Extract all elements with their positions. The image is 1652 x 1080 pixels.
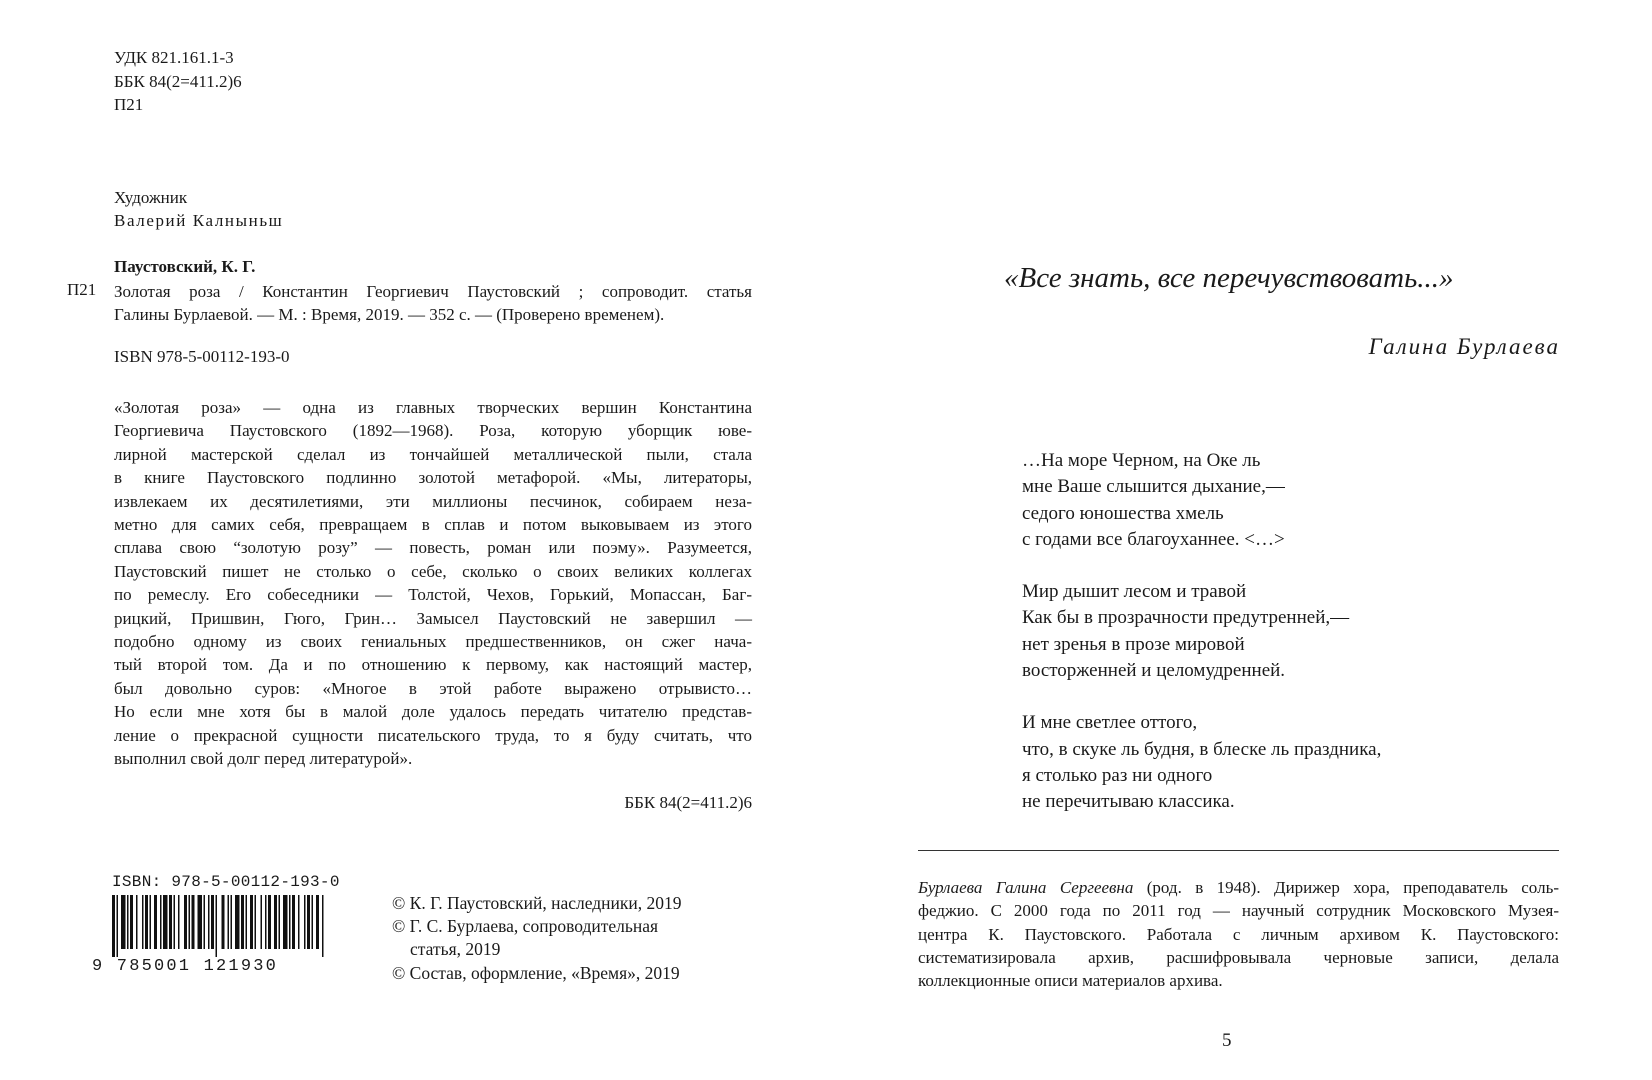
epigraph-author: Галина Бурлаева: [1368, 334, 1560, 359]
barcode-bar: [231, 895, 233, 949]
barcode-bar: [298, 895, 300, 949]
stanza-gap: [1022, 684, 1381, 710]
barcode-bar: [192, 895, 195, 949]
annotation-line: выполнил свой долг перед литературой».: [114, 749, 413, 769]
barcode-bar: [112, 895, 115, 957]
bib-line: Золотая роза / Константин Георгиевич Паустовский ; сопроводит. статья: [114, 282, 752, 301]
footnote-rule: [918, 850, 1559, 851]
barcode-bar: [142, 895, 144, 949]
poem: [1022, 448, 1381, 816]
bib-line: Галины Бурлаевой. — М. : Время, 2019. — 352 с. — (Проверено временем).: [114, 305, 665, 324]
barcode-bar: [150, 895, 152, 949]
bib-code: П21: [67, 280, 97, 299]
isbn: ISBN 978-5-00112-193-0: [114, 347, 290, 366]
artist-name: Валерий Калныньш: [114, 211, 284, 230]
poem-line: нет зренья в прозе мировой: [1022, 633, 1245, 655]
barcode-bar: [228, 895, 230, 949]
barcode-bar: [169, 895, 172, 949]
annotation: [114, 396, 752, 771]
copyright-line: © Состав, оформление, «Время», 2019: [392, 962, 680, 983]
barcode-bar: [130, 895, 133, 949]
annotation-line: в книге Паустовского подлинно золотой метафорой. «Мы, литераторы,: [114, 468, 752, 488]
poem-line: с годами все благоуханнее. <…>: [1022, 528, 1285, 550]
annotation-line: сплава свою “золотую розу” — повесть, роман или поэму». Разумеется,: [114, 538, 752, 558]
annotation-line: рицкий, Пришвин, Гюго, Грин… Замысел Паустовский не завершил —: [114, 608, 752, 628]
poem-line: не перечитываю классика.: [1022, 791, 1235, 813]
barcode-bar: [216, 895, 218, 957]
copyright-line: © К. Г. Паустовский, наследники, 2019: [392, 893, 682, 913]
barcode-bar: [274, 895, 277, 949]
poem-line: …На море Черном, на Оке ль: [1022, 450, 1261, 471]
annotation-line: по ремеслу. Его собеседники — Толстой, Чехов, Горький, Мопассан, Баг-: [114, 585, 752, 605]
barcode: [112, 895, 326, 957]
annotation-line: извлекаем их десятилетиями, эти миллионы песчинок, собираем неза-: [114, 491, 752, 511]
barcode-bar: [117, 895, 119, 957]
author-sign: П21: [114, 95, 144, 114]
barcode-bar: [307, 895, 310, 949]
barcode-isbn: ISBN: 978-5-00112-193-0: [112, 873, 340, 891]
author-heading: Паустовский, К. Г.: [114, 257, 256, 276]
stanza-gap: [1022, 553, 1381, 579]
barcode-bar: [265, 895, 267, 949]
barcode-bar: [198, 895, 203, 949]
poem-line: Мир дышит лесом и травой: [1022, 581, 1247, 603]
barcode-bar: [250, 895, 253, 949]
annotation-line: лирной мастерской сделал из тончайшей металлической пыли, стала: [114, 444, 752, 464]
barcode-bar: [189, 895, 191, 949]
annotation-line: «Золотая роза» — одна из главных творческих вершин Константина: [114, 398, 752, 417]
barcode-bar: [163, 895, 168, 949]
udk-code: УДК 821.161.1-3: [114, 48, 234, 67]
barcode-bar: [292, 895, 295, 949]
barcode-bar: [283, 895, 288, 949]
footnote-line: центра К. Паустовского. Работала с личным архивом К. Паустовского:: [918, 924, 1559, 944]
footnote: [918, 876, 1559, 992]
copyright-line: © Г. С. Бурлаева, сопроводительная: [392, 916, 659, 937]
classification-codes: [114, 46, 242, 117]
barcode-bar: [289, 895, 291, 949]
bbk-code: ББК 84(2=411.2)6: [114, 71, 242, 91]
footnote-line: феджио. С 2000 года по 2011 год — научный сотрудник Московского Музея-: [918, 901, 1559, 921]
barcode-bar: [136, 895, 138, 949]
barcode-bar: [121, 895, 126, 949]
barcode-bar: [322, 895, 324, 957]
barcode-bar: [174, 895, 176, 949]
artist-credit: [114, 186, 283, 232]
poem-line: я столько раз ни одного: [1022, 764, 1213, 786]
barcode-bar: [145, 895, 148, 949]
barcode-bar: [312, 895, 314, 949]
barcode-bar: [268, 895, 271, 949]
copyright-line: статья, 2019: [410, 939, 501, 960]
footnote-line: систематизировала архив, расшифровывала черновые записи, делала: [918, 947, 1559, 967]
footnote-first-rest: (род. в 1948). Дирижер хора, преподаватель соль-: [1133, 878, 1559, 897]
annotation-line: ление о прекрасной сущности писательского труда, то я буду считать, что: [114, 725, 752, 745]
epigraph-title: «Все знать, все перечувствовать...»: [1004, 262, 1454, 294]
artist-label: Художник: [114, 188, 188, 207]
barcode-bar: [222, 895, 225, 949]
barcode-bar: [279, 895, 281, 949]
poem-line: И мне светлее оттого,: [1022, 712, 1198, 734]
footnote-line: коллекционные описи материалов архива.: [918, 971, 1223, 991]
bbk-bottom: ББК 84(2=411.2)6: [624, 793, 752, 812]
barcode-bar: [255, 895, 257, 949]
barcode-bar: [246, 895, 248, 949]
barcode-bar: [178, 895, 180, 949]
annotation-line: Георгиевича Паустовского (1892—1968). Роза, которую уборщик юве-: [114, 421, 752, 441]
footnote-name: Бурлаева Галина Сергеевна: [918, 878, 1134, 897]
annotation-line: Но если мне хотя бы в малой доле удалось передать читателю представ-: [114, 702, 752, 722]
poem-line: восторженней и целомудренней.: [1022, 660, 1286, 682]
annotation-line: Паустовский пишет не столько о себе, сколько о своих великих коллегах: [114, 561, 752, 581]
poem-line: седого юношества хмель: [1022, 502, 1224, 524]
barcode-bar: [235, 895, 240, 949]
footnote-line: [918, 876, 1559, 899]
copyright-block: [392, 892, 682, 985]
barcode-bar: [184, 895, 187, 949]
poem-line: Как бы в прозрачности предутренней,—: [1022, 607, 1350, 629]
annotation-line: тый второй том. Да и по отношению к первому, как настоящий мастер,: [114, 655, 752, 675]
barcode-bar: [261, 895, 263, 949]
barcode-bar: [211, 895, 214, 949]
barcode-bar: [160, 895, 162, 949]
barcode-bar: [127, 895, 129, 949]
barcode-digits: 9 785001 121930: [92, 957, 279, 976]
barcode-bar: [304, 895, 306, 949]
barcode-bar: [208, 895, 210, 949]
barcode-bar: [204, 895, 206, 949]
bibliographic-record: [114, 280, 752, 326]
poem-line: мне Ваше слышится дыхание,—: [1022, 476, 1285, 498]
annotation-line: подобно одному из своих гениальных предшественников, он сжег нача-: [114, 632, 752, 652]
page-number: 5: [1222, 1030, 1232, 1051]
barcode-bar: [154, 895, 157, 949]
annotation-line: метно для самих себя, превращаем в сплав и потом выковываем из этого: [114, 515, 752, 535]
barcode-bar: [241, 895, 244, 949]
barcode-bar: [316, 895, 319, 949]
annotation-line: был довольно суров: «Многое в этой работе выражено отрывисто…: [114, 678, 752, 698]
poem-line: что, в скуке ль будня, в блеске ль праздника,: [1022, 738, 1382, 760]
